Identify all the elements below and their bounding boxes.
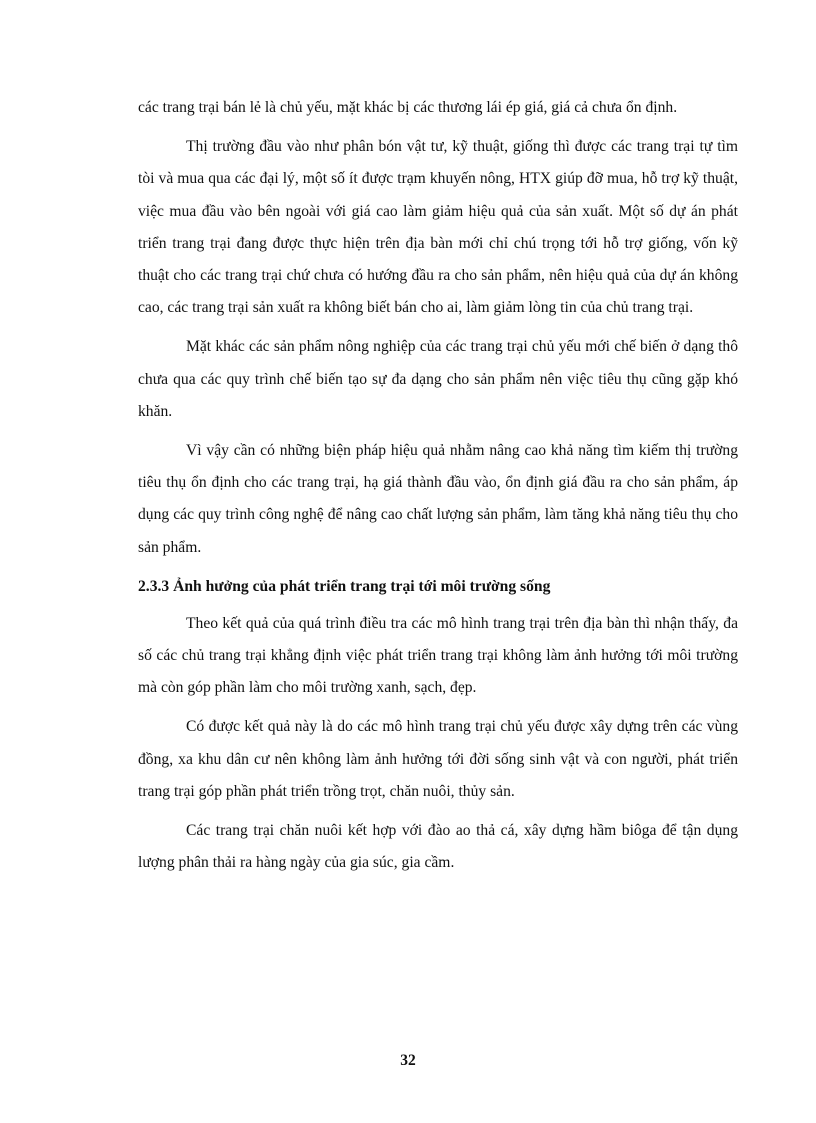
paragraph-survey-results: Theo kết quả của quá trình điều tra các mô hình trang trại trên địa bàn thì nhận thấy, đa số các chủ trang trại khẳng định việc phát triển trang trại không làm ảnh hưởng tới môi trường mà còn góp phần làm cho môi trường xanh, sạch, đẹp.	[138, 614, 738, 697]
document-page	[138, 92, 738, 886]
paragraph-raw-products: Mặt khác các sản phẩm nông nghiệp của các trang trại chủ yếu mới chế biến ở dạng thô chưa qua các quy trình chế biến tạo sự đa dạng cho sản phẩm nên việc tiêu thụ cũng gặp khó khăn.	[138, 338, 738, 420]
paragraph-continuation: các trang trại bán lẻ là chủ yếu, mặt khác bị các thương lái ép giá, giá cả chưa ổn định.	[138, 99, 678, 116]
page-number: 32	[400, 1052, 416, 1069]
paragraph-reason: Có được kết quả này là do các mô hình trang trại chủ yếu được xây dựng trên các vùng đồng, xa khu dân cư nên không làm ảnh hưởng tới đời sống sinh vật và con người, phát triển trang trại góp phần phát triển trồng trọt, chăn nuôi, thủy sản.	[138, 718, 738, 800]
paragraph-solutions: Vì vậy cần có những biện pháp hiệu quả nhằm nâng cao khả năng tìm kiếm thị trường tiêu thụ ổn định cho các trang trại, hạ giá thành đầu vào, ổn định giá đầu ra cho sản phẩm, áp dụng các quy trình công nghệ để nâng cao chất lượng sản phẩm, làm tăng khả năng tiêu thụ cho sản phẩm.	[138, 442, 738, 556]
paragraph-input-market: Thị trường đầu vào như phân bón vật tư, kỹ thuật, giống thì được các trang trại tự tìm tòi và mua qua các đại lý, một số ít được trạm khuyến nông, HTX giúp đỡ mua, hỗ trợ kỹ thuật, việc mua đầu vào bên ngoài với giá cao làm giảm hiệu quả của sản xuất. Một số dự án phát triển trang trại đang được thực hiện trên địa bàn mới chỉ chú trọng tới hỗ trợ giống, vốn kỹ thuật cho các trang trại chứ chưa có hướng đầu ra cho sản phẩm, nên hiệu quả của dự án không cao, các trang trại sản xuất ra không biết bán cho ai, làm giảm lòng tin của chủ trang trại.	[138, 138, 738, 317]
section-heading: 2.3.3 Ảnh hưởng của phát triển trang trại tới môi trường sống	[138, 577, 551, 595]
paragraph-biogas: Các trang trại chăn nuôi kết hợp với đào ao thả cá, xây dựng hầm biôga để tận dụng lượng phân thải ra hàng ngày của gia súc, gia cầm.	[138, 822, 738, 872]
